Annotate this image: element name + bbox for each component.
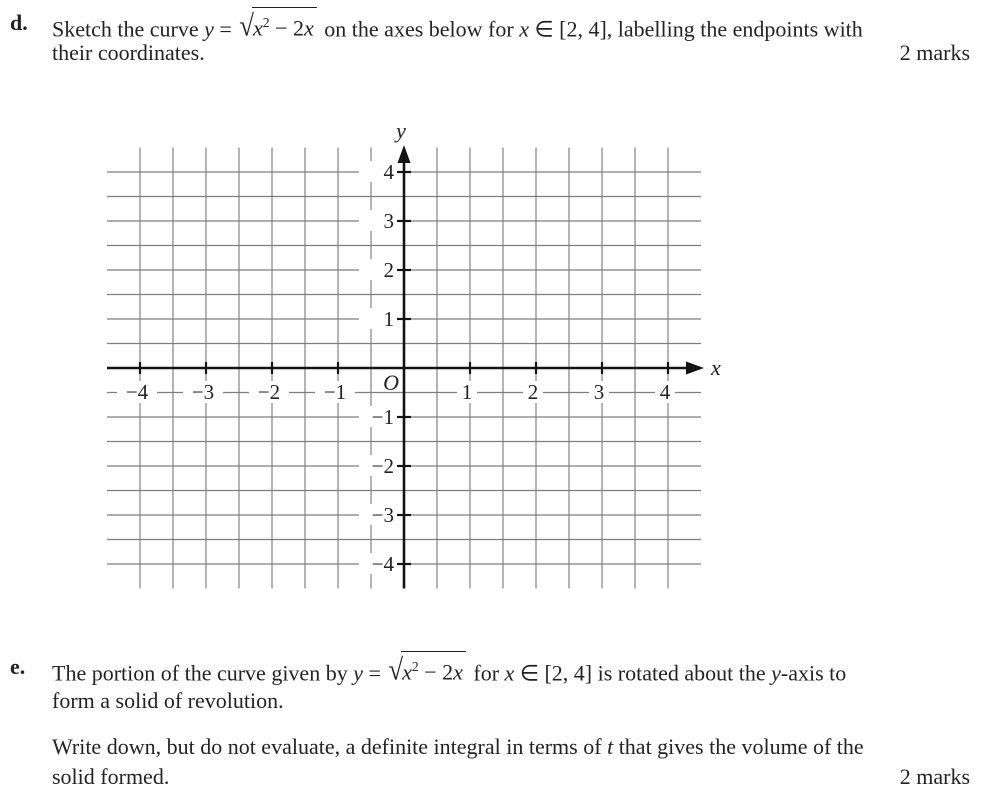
- y-tick-label: 1: [383, 307, 394, 331]
- x-tick-label: 4: [659, 380, 671, 404]
- question-d-label: d.: [10, 10, 28, 35]
- y-tick-label: −3: [371, 503, 394, 527]
- x-tick-label: −4: [125, 380, 149, 404]
- axis-letter-labels: [383, 118, 721, 395]
- question-e-label: e.: [10, 654, 26, 679]
- x-tick-label: −1: [323, 380, 347, 404]
- y-tick-label: 2: [383, 258, 394, 282]
- radicand: $x^2 - 2x$: [401, 651, 466, 687]
- radical-sign: √: [388, 652, 404, 687]
- question-d-line1: Sketch the curve $y = √x^2 - 2x$ on the axes below for x ∈ [2, 4], labelling the endpoints with: [52, 8, 863, 43]
- y-tick-label: −1: [371, 405, 394, 429]
- x-tick-label: 2: [527, 380, 539, 404]
- x-tick-label: −2: [257, 380, 281, 404]
- radicand: $x^2 - 2x$: [252, 7, 317, 43]
- question-e-line2: form a solid of revolution.: [52, 688, 284, 713]
- coordinate-grid: [0, 100, 983, 640]
- y-tick-label: −4: [371, 552, 394, 576]
- x-tick-label: 3: [593, 380, 605, 404]
- y-tick-label: 3: [383, 209, 394, 233]
- sqrt-expression: [239, 8, 317, 44]
- x-arrowhead-icon: [686, 362, 704, 375]
- question-d-line2: their coordinates.: [52, 40, 205, 65]
- question-e-line1: The portion of the curve given by $y = √x^2 - 2x$ for x ∈ [2, 4] is rotated about the y-axis to: [52, 652, 847, 687]
- origin-label: O: [383, 370, 399, 395]
- question-e-instruction-line1: Write down, but do not evaluate, a definite integral in terms of t that gives the volume of the: [52, 734, 864, 759]
- x-tick-label: −3: [191, 380, 215, 404]
- y-arrowhead-icon: [398, 145, 411, 163]
- sqrt-expression: [388, 652, 466, 688]
- question-e-marks: 2 marks: [899, 764, 970, 789]
- radical-sign: √: [239, 8, 255, 43]
- y-tick-label: −2: [371, 454, 394, 478]
- x-axis-label: x: [711, 355, 721, 380]
- question-d-marks: 2 marks: [899, 40, 970, 65]
- axis-arrowheads: [398, 145, 705, 375]
- y-axis-label: y: [396, 118, 406, 143]
- y-tick-label: 4: [383, 160, 394, 184]
- x-tick-label: 1: [461, 380, 473, 404]
- question-e-instruction-line2: solid formed.: [52, 764, 170, 789]
